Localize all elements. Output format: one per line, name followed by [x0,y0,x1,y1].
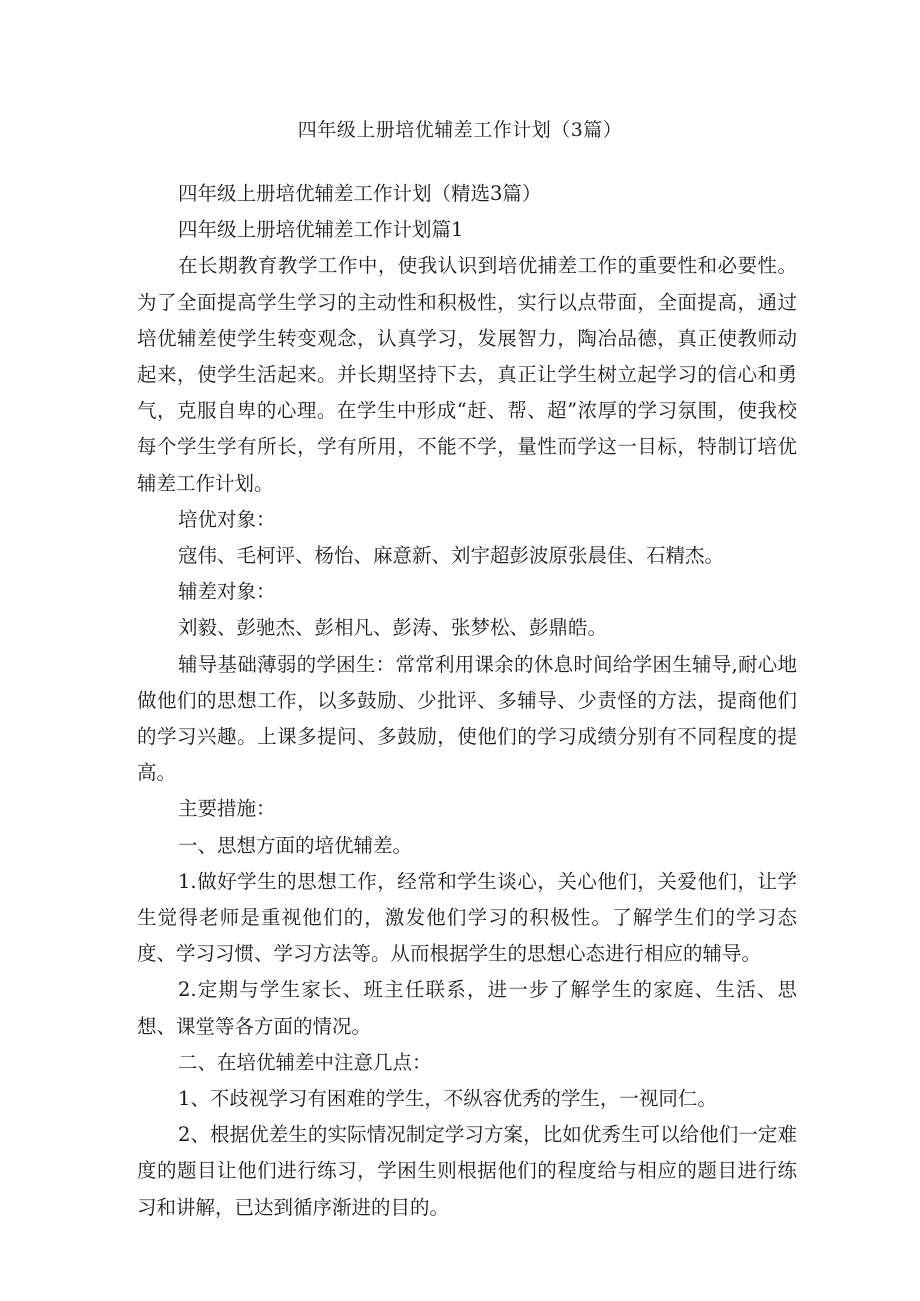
paragraph-measures-label: 主要措施： [178,797,276,821]
paragraph-subtitle: 四年级上册培优辅差工作计划（精选3篇） [178,182,542,205]
paragraph-measure-2-heading: 二、在培优辅差中注意几点： [178,1050,432,1074]
paragraph-measure-1-heading: 一、思想方面的培优辅差。 [178,833,413,857]
paragraph-weak-students-label: 辅差对象： [178,580,276,604]
paragraph-top-students: 寇伟、毛柯评、杨怡、麻意新、刘宇超彭波原张晨佳、石精杰。 [178,544,725,568]
paragraph-measure-2-item-1: 1、不歧视学习有困难的学生，不纵容优秀的学生，一视同仁。 [178,1087,717,1111]
paragraph-section-heading: 四年级上册培优辅差工作计划篇1 [178,218,464,242]
document-body [137,176,797,1226]
paragraph-intro: 在长期教育教学工作中，使我认识到培优捕差工作的重要性和必要性。为了全面提高学生学习的主动性和积极性，实行以点带面，全面提高，通过培优辅差使学生转变观念，认真学习，发展智力，陶冶品德，真正使教师动起来，使学生活起来。并长期坚持下去，真正让学生树立起学习的信心和勇气，克服自卑的心理。在学生中形成“赶、帮、超”浓厚的学习氛围，使我校每个学生学有所长，学有所用，不能不学，量性而学这一目标，特制订培优辅差工作计划。 [137,254,797,495]
paragraph-top-students-label: 培优对象： [178,507,276,531]
paragraph-measure-1-item-2: 2.定期与学生家长、班主任联系，进一步了解学生的家庭、生活、思想、课堂等各方面的情况。 [137,978,797,1038]
paragraph-measure-1-item-1: 1.做好学生的思想工作，经常和学生谈心，关心他们，关爱他们，让学生觉得老师是重视他们的，激发他们学习的积极性。了解学生们的学习态度、学习习惯、学习方法等。从而根据学生的思想心态进行相应的辅导。 [137,869,797,966]
paragraph-tutoring: 辅导基础薄弱的学困生：常常利用课余的休息时间给学困生辅导,耐心地做他们的思想工作，以多鼓励、少批评、多辅导、少责怪的方法，提商他们的学习兴趣。上课多提问、多鼓励，使他们的学习成绩分别有不同程度的提高。 [137,652,797,785]
paragraph-measure-2-item-2: 2、根据优差生的实际情况制定学习方案，比如优秀生可以给他们一定难度的题目让他们进行练习，学困生则根据他们的程度给与相应的题目进行练习和讲解，已达到循序渐进的目的。 [137,1123,797,1219]
paragraph-weak-students: 刘毅、彭驰杰、彭相凡、彭涛、张梦松、彭鼎皓。 [178,616,608,640]
document-title: 四年级上册培优辅差工作计划（3篇） [297,119,623,141]
